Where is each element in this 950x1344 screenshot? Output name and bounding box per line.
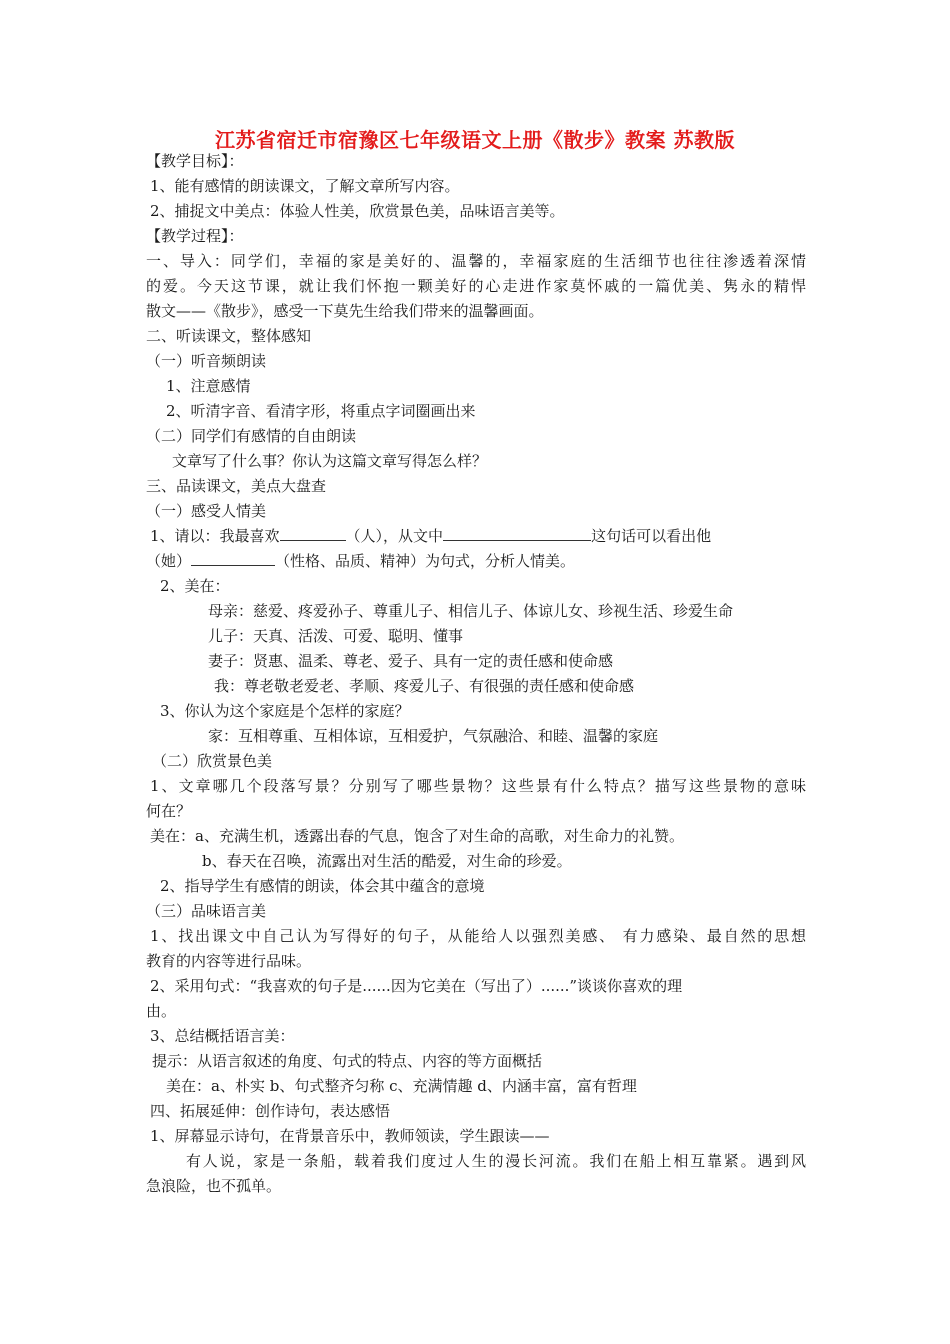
text-line: 母亲：慈爱、疼爱孙子、尊重儿子、相信儿子、体谅儿女、珍视生活、珍爱生命 <box>208 602 734 620</box>
text-line: 有人说，家是一条船，载着我们度过人生的漫长河流。我们在船上相互靠紧。遇到风 <box>186 1152 806 1170</box>
text-segment: （性格、品质、精神）为句式，分析人情美。 <box>275 552 576 570</box>
blank-line <box>191 551 275 566</box>
text-line: 1、文章哪几个段落写景？分别写了哪些景物？这些景有什么特点？描写这些景物的意味 <box>150 777 806 795</box>
text-line: b、春天在召唤，流露出对生活的酷爱，对生命的珍爱。 <box>202 852 572 870</box>
text-line: 提示：从语言叙述的角度、句式的特点、内容的等方面概括 <box>152 1052 543 1070</box>
text-line: 2、美在： <box>160 577 230 595</box>
text-line: 1、找出课文中自己认为写得好的句子，从能给人以强烈美感、 有力感染、最自然的思想 <box>150 927 806 945</box>
text-line: 美在：a、充满生机，透露出春的气息，饱含了对生命的高歌，对生命力的礼赞。 <box>150 827 684 845</box>
text-line: 由。 <box>146 1002 177 1020</box>
text-line: 教育的内容等进行品味。 <box>146 952 312 970</box>
heading-teaching-process: 【教学过程】： <box>146 227 244 245</box>
text-segment: 1、请以：我最喜欢 <box>150 527 280 545</box>
text-line: 何在？ <box>146 802 192 820</box>
section-heading: 三、品读课文，美点大盘查 <box>146 477 327 495</box>
section-heading: 四、拓展延伸：创作诗句，表达感悟 <box>150 1102 391 1120</box>
subsection-heading: （三）品味语言美 <box>146 902 267 920</box>
text-segment: 这句话可以看出他 <box>591 527 712 545</box>
text-line: 散文——《散步》，感受一下莫先生给我们带来的温馨画面。 <box>146 302 544 320</box>
text-line: 2、指导学生有感情的朗读，体会其中蕴含的意境 <box>160 877 485 895</box>
text-line: 一、导入：同学们，幸福的家是美好的、温馨的，幸福家庭的生活细节也往往渗透着深情 <box>146 252 806 270</box>
text-line: 美在：a、朴实 b、句式整齐匀称 c、充满情趣 d、内涵丰富，富有哲理 <box>166 1077 637 1095</box>
text-line: 急浪险，也不孤单。 <box>146 1177 282 1195</box>
text-line: 1、能有感情的朗读课文，了解文章所写内容。 <box>150 177 460 195</box>
text-line: 3、你认为这个家庭是个怎样的家庭？ <box>160 702 410 720</box>
section-heading: 二、听读课文，整体感知 <box>146 327 312 345</box>
subsection-heading: （一）感受人情美 <box>146 502 267 520</box>
subsection-heading: （二）同学们有感情的自由朗读 <box>146 427 357 445</box>
fill-in-sentence-line <box>146 551 575 571</box>
text-line: 家：互相尊重、互相体谅，互相爱护，气氛融洽、和睦、温馨的家庭 <box>208 727 659 745</box>
text-line: 妻子：贤惠、温柔、尊老、爱子、具有一定的责任感和使命感 <box>208 652 614 670</box>
fill-in-sentence-line <box>150 526 711 546</box>
subsection-heading: （一）听音频朗读 <box>146 352 267 370</box>
text-line: 3、总结概括语言美： <box>150 1027 295 1045</box>
document-title: 江苏省宿迁市宿豫区七年级语文上册《散步》教案 苏教版 <box>215 128 735 152</box>
text-line: 2、捕捉文中美点：体验人性美，欣赏景色美，品味语言美等。 <box>150 202 565 220</box>
blank-line <box>280 526 346 541</box>
heading-teaching-goals: 【教学目标】： <box>146 152 244 170</box>
subsection-heading: （二）欣赏景色美 <box>152 752 273 770</box>
text-segment: （人），从文中 <box>345 527 444 545</box>
text-line: 文章写了什么事？你认为这篇文章写得怎么样？ <box>172 452 488 470</box>
text-line: 我：尊老敬老爱老、孝顺、疼爱儿子、有很强的责任感和使命感 <box>214 677 635 695</box>
text-line: 的爱。今天这节课，就让我们怀抱一颗美好的心走进作家莫怀戚的一篇优美、隽永的精悍 <box>146 277 806 295</box>
text-segment: （她） <box>146 552 192 570</box>
text-line: 2、听清字音、看清字形，将重点字词圈画出来 <box>166 402 476 420</box>
text-line: 儿子：天真、活泼、可爱、聪明、懂事 <box>208 627 464 645</box>
text-line: 1、屏幕显示诗句，在背景音乐中，教师领读，学生跟读—— <box>150 1127 550 1145</box>
blank-line <box>443 526 591 541</box>
text-line: 1、注意感情 <box>166 377 251 395</box>
text-line: 2、采用句式：“我喜欢的句子是......因为它美在（写出了）......”谈谈你喜欢的理 <box>150 977 683 995</box>
